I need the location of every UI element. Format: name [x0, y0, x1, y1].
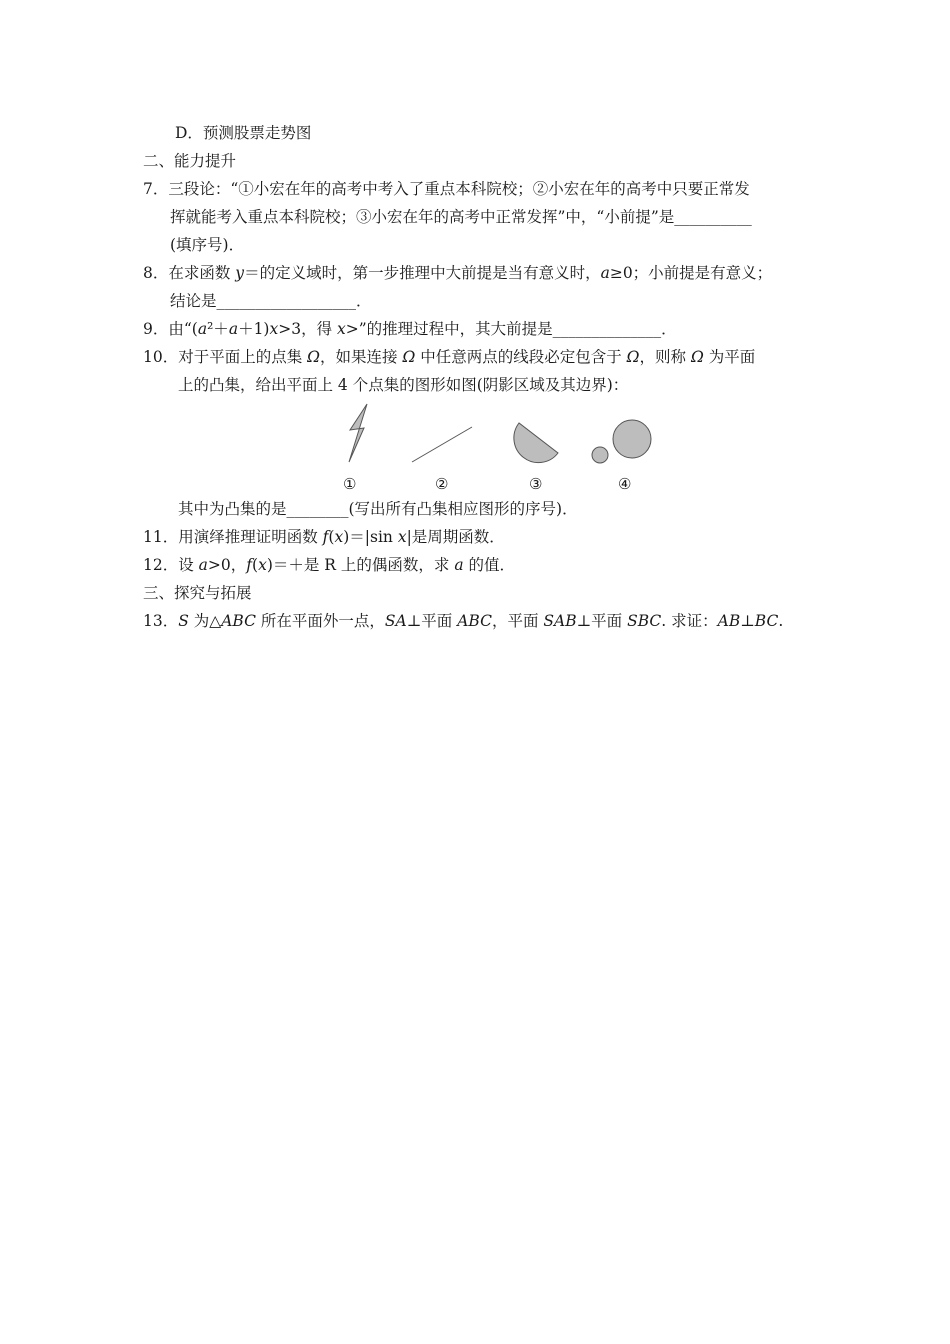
q9-var: x [337, 320, 346, 338]
q8-var-y: y [235, 264, 245, 282]
q9-var: a [228, 320, 239, 338]
option-d-text: D．预测股票走势图 [175, 124, 312, 142]
q13-var: SA [384, 612, 407, 630]
q10-part: 10．对于平面上的点集 [143, 348, 308, 366]
figure-label-1: ① [343, 475, 357, 493]
question-10-line-1 [143, 347, 755, 367]
q9-part: >”的推理过程中，其大前提是______________． [345, 320, 677, 338]
q13-var: AB [717, 612, 741, 630]
figure-1-shape [349, 404, 367, 462]
q12-var: f [246, 556, 253, 574]
q13-var: BC [754, 612, 779, 630]
option-d [175, 123, 311, 143]
q7-text-3: (填序号)． [170, 236, 245, 254]
q8-var-a: a [600, 264, 610, 282]
q12-part: ( [252, 556, 259, 574]
question-7-line-3 [170, 235, 244, 255]
q13-part: ，平面 [491, 612, 544, 630]
question-10-line-2 [178, 375, 628, 395]
q10-part: ，则称 [639, 348, 691, 366]
q12-var: a [198, 556, 208, 574]
q11-var: x [334, 528, 344, 546]
q11-var: x [397, 528, 407, 546]
q10-text-3: 其中为凸集的是________(写出所有凸集相应图形的序号)． [178, 500, 578, 518]
q7-text-2: 挥就能考入重点本科院校；③小宏在年的高考中正常发挥”中，“小前提”是__________ [170, 208, 752, 226]
q12-part: 的值． [463, 556, 516, 574]
q8-part: ＝的定义域时，第一步推理中大前提是当有意义时， [244, 264, 601, 282]
figure-3-semicircle [514, 423, 558, 463]
q10-omega: Ω [690, 348, 704, 366]
q10-text-2: 上的凸集，给出平面上 4 个点集的图形如图(阴影区域及其边界)： [178, 376, 629, 394]
q12-var: a [454, 556, 464, 574]
q13-var: SBC [627, 612, 662, 630]
q13-part: . 求证： [661, 612, 718, 630]
q8-part: ≥0；小前提是有意义； [609, 264, 773, 282]
q13-var: ABC [221, 612, 256, 630]
q10-omega: Ω [402, 348, 416, 366]
q13-part: 13． [143, 612, 179, 630]
q13-part: . [778, 612, 784, 630]
question-11 [143, 527, 505, 547]
figure-label-3: ③ [529, 475, 543, 493]
q9-var: a [197, 320, 208, 338]
section-heading-3-text: 三、探究与拓展 [143, 584, 252, 602]
q8-conclusion: 结论是__________________． [170, 292, 372, 310]
question-8-line-1 [143, 263, 772, 283]
q13-part: ⊥ [740, 612, 755, 630]
q10-part: 中任意两点的线段必定包含于 [415, 348, 627, 366]
question-9 [143, 319, 677, 339]
q13-part: 所在平面外一点， [255, 612, 385, 630]
q12-part: )＝＋是 R 上的偶函数，求 [266, 556, 455, 574]
q12-part: >0， [207, 556, 247, 574]
q13-part: ⊥平面 [406, 612, 458, 630]
question-7-line-1 [143, 179, 750, 199]
section-heading-2-text: 二、能力提升 [143, 152, 237, 170]
q11-part: )＝|sin [343, 528, 398, 546]
q13-part: ⊥平面 [576, 612, 628, 630]
question-8-line-2 [170, 291, 372, 311]
question-12 [143, 555, 515, 575]
q11-part: |是周期函数． [406, 528, 505, 546]
q13-var: SAB [543, 612, 577, 630]
q9-part: ²＋ [207, 320, 229, 338]
q9-var: x [269, 320, 279, 338]
q9-part: >3，得 [278, 320, 338, 338]
section-heading-3 [143, 583, 252, 603]
convex-set-figures [320, 398, 670, 498]
q8-part: 8．在求函数 [143, 264, 236, 282]
figure-4-small-circle [592, 447, 608, 463]
figure-2-segment [412, 427, 472, 462]
q11-part: ( [328, 528, 335, 546]
q13-var: ABC [457, 612, 492, 630]
figure-4-large-circle [613, 420, 651, 458]
q13-var: S [178, 612, 189, 630]
q10-part: ，如果连接 [320, 348, 403, 366]
q7-text-1: 7．三段论：“①小宏在年的高考中考入了重点本科院校；②小宏在年的高考中只要正常发 [143, 180, 750, 198]
question-10-line-3 [178, 499, 578, 519]
section-heading-2 [143, 151, 236, 171]
q11-var: f [322, 528, 329, 546]
q9-part: ＋1) [238, 320, 270, 338]
q12-var: x [258, 556, 267, 574]
q10-omega: Ω [307, 348, 321, 366]
question-13 [143, 611, 783, 631]
q10-part: 为平面 [703, 348, 756, 366]
question-7-line-2 [170, 207, 752, 227]
q9-part: 9．由“( [143, 320, 198, 338]
q12-part: 12．设 [143, 556, 199, 574]
q13-part: 为△ [188, 612, 222, 630]
figure-label-2: ② [435, 475, 449, 493]
q11-part: 11．用演绎推理证明函数 [143, 528, 323, 546]
figure-label-4: ④ [618, 475, 632, 493]
q10-omega: Ω [626, 348, 640, 366]
